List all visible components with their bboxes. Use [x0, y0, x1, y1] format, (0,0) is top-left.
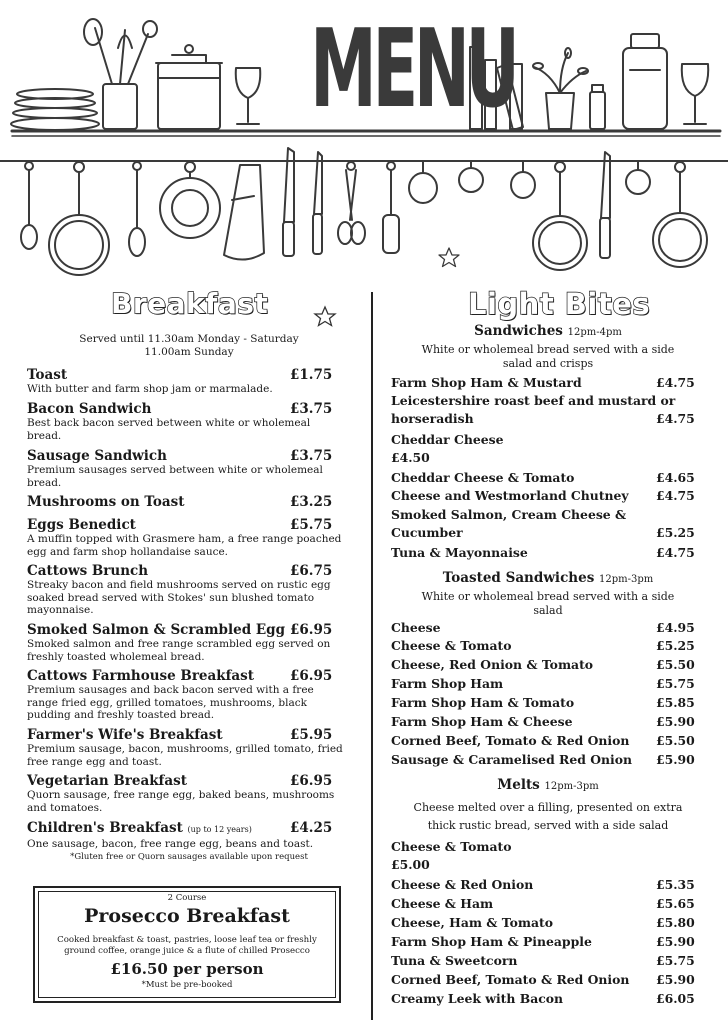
prosecco-note: *Must be pre-booked	[141, 980, 233, 990]
sandwiches-heading	[378, 323, 718, 339]
menu-item	[391, 915, 711, 931]
spatula-icon	[383, 162, 399, 253]
item-price: £4.50	[391, 450, 430, 465]
item-name: Leicestershire roast beef and mustard or	[391, 393, 676, 408]
menu-item	[391, 714, 711, 730]
frying-pan-icon	[533, 162, 587, 270]
sandwiches-title: Sandwiches	[474, 323, 563, 339]
menu-item	[391, 953, 711, 969]
item-name: Smoked Salmon, Cream Cheese &	[391, 507, 627, 522]
item-price: £5.90	[656, 714, 695, 729]
item-name: Sausage & Caramelised Red Onion	[391, 752, 632, 767]
item-age-note: (up to 12 years)	[187, 825, 252, 834]
item-price: £4.65	[656, 470, 695, 485]
item-name: Cheese, Ham & Tomato	[391, 915, 553, 930]
star-icon	[313, 303, 337, 327]
item-price: £1.75	[290, 367, 333, 383]
item-price: £5.50	[656, 733, 695, 748]
menu-item	[391, 393, 711, 427]
item-price: £5.75	[290, 517, 333, 533]
item-price: £5.80	[656, 915, 695, 930]
item-description: A muffin topped with Grasmere ham, a free range poached egg and farm shop hollandaise sauce.	[27, 533, 342, 558]
item-name-text: Children's Breakfast	[27, 820, 183, 836]
item-price: £4.75	[656, 411, 695, 426]
menu-item	[27, 622, 345, 663]
item-price: £5.00	[391, 857, 430, 872]
menu-item	[391, 839, 711, 873]
item-price: £6.75	[290, 563, 333, 579]
breakfast-footnote: *Gluten free or Quorn sausages available upon request	[70, 852, 308, 862]
menu-item	[27, 773, 345, 814]
menu-item	[391, 470, 711, 486]
prosecco-desc-line1: Cooked breakfast & toast, pastries, loose leaf tea or freshly	[57, 935, 317, 945]
utensil-jar-icon	[84, 19, 157, 129]
item-name: Cheese & Tomato	[391, 839, 512, 854]
item-description: Premium sausages and back bacon served with a free range fried egg, grilled tomatoes, mushrooms, black pudding and freshly toasted bread.	[27, 684, 314, 721]
item-name: Farm Shop Ham & Mustard	[391, 375, 582, 390]
item-price: £5.95	[290, 727, 333, 743]
spoon-icon	[129, 162, 145, 256]
menu-item	[391, 733, 711, 749]
prosecco-desc-line2: ground coffee, orange juice & a flute of chilled Prosecco	[64, 946, 310, 956]
menu-item	[391, 752, 711, 768]
plate-stack-icon	[11, 89, 99, 130]
item-price: £4.75	[656, 488, 695, 503]
breakfast-title: Breakfast	[111, 287, 269, 320]
item-name: Cheese & Ham	[391, 896, 494, 911]
toasted-title: Toasted Sandwiches	[442, 570, 595, 586]
plant-icon	[533, 48, 588, 129]
menu-item	[27, 448, 345, 489]
item-name: Farm Shop Ham	[391, 676, 504, 691]
menu-item	[391, 676, 711, 692]
item-name: Cheese, Red Onion & Tomato	[391, 657, 594, 672]
menu-item	[391, 972, 711, 988]
melts-title: Melts	[497, 777, 540, 793]
item-name: Tuna & Mayonnaise	[391, 545, 528, 560]
measuring-cup-icon	[626, 161, 650, 194]
menu-item	[27, 517, 345, 558]
prosecco-price: £16.50 per person	[110, 960, 264, 978]
frying-pan-icon	[653, 162, 707, 267]
item-price: £4.75	[656, 375, 695, 390]
item-name: Creamy Leek with Bacon	[391, 991, 564, 1006]
item-name-cont: Cucumber	[391, 525, 463, 540]
item-name: Corned Beef, Tomato & Red Onion	[391, 733, 630, 748]
menu-item	[391, 991, 711, 1007]
menu-item	[27, 367, 345, 396]
item-price: £3.25	[290, 494, 333, 510]
item-price: £5.90	[656, 752, 695, 767]
knife-icon	[600, 152, 610, 258]
item-price: £5.85	[656, 695, 695, 710]
item-name: Cheddar Cheese & Tomato	[391, 470, 575, 485]
breakfast-served-line1: Served until 11.30am Monday - Saturday	[79, 333, 299, 345]
knife-icon	[283, 148, 294, 256]
item-description: Premium sausage, bacon, mushrooms, grilled tomato, fried free range egg and toast.	[27, 743, 343, 768]
prosecco-title: Prosecco Breakfast	[84, 905, 290, 927]
item-price: £5.75	[656, 953, 695, 968]
item-name-cont: horseradish	[391, 411, 474, 426]
prosecco-box	[33, 886, 341, 1003]
item-price: £4.25	[290, 820, 333, 836]
item-name: Cheese	[391, 620, 441, 635]
melts-heading	[378, 777, 718, 793]
menu-item	[391, 657, 711, 673]
item-name: Farmer's Wife's Breakfast	[27, 727, 223, 743]
item-description: Quorn sausage, free range egg, baked beans, mushrooms and tomatoes.	[27, 789, 335, 814]
menu-item	[27, 563, 345, 617]
item-name: Farm Shop Ham & Tomato	[391, 695, 575, 710]
menu-item	[391, 877, 711, 893]
item-price: £5.65	[656, 896, 695, 911]
toasted-heading	[378, 570, 718, 586]
item-price: £5.35	[656, 877, 695, 892]
item-name: Corned Beef, Tomato & Red Onion	[391, 972, 630, 987]
item-name: Cattows Farmhouse Breakfast	[27, 668, 255, 684]
item-price: £5.25	[656, 525, 695, 540]
spice-jar-icon	[590, 85, 605, 129]
melts-desc-line1: Cheese melted over a filling, presented on extra	[413, 801, 683, 814]
menu-item	[391, 896, 711, 912]
menu-item	[391, 695, 711, 711]
round-board-icon	[160, 162, 220, 238]
breakfast-served-line2: 11.00am Sunday	[144, 346, 234, 358]
item-price: £3.75	[290, 448, 333, 464]
item-description: One sausage, bacon, free range egg, beans and toast.	[27, 838, 314, 850]
sandwiches-desc-line2: salad and crisps	[502, 357, 594, 370]
knife-icon	[313, 152, 322, 254]
menu-item	[391, 620, 711, 636]
menu-item	[391, 934, 711, 950]
item-price: £5.50	[656, 657, 695, 672]
item-name: Tuna & Sweetcorn	[391, 953, 518, 968]
item-price: £6.95	[290, 773, 333, 789]
scissors-icon	[338, 162, 365, 244]
item-price: £5.90	[656, 972, 695, 987]
item-price: £6.95	[290, 622, 333, 638]
item-name: Farm Shop Ham & Cheese	[391, 714, 573, 729]
ladle-icon	[21, 162, 37, 249]
menu-title: MENU	[310, 7, 516, 132]
item-description: Premium sausages served between white or wholemeal bread.	[27, 464, 323, 489]
prosecco-course: 2 Course	[167, 893, 207, 903]
menu-item	[27, 820, 345, 851]
wine-glass-icon	[682, 64, 708, 124]
menu-item	[391, 507, 711, 541]
column-divider	[371, 292, 373, 1020]
item-description: Smoked salmon and free range scrambled egg served on freshly toasted wholemeal bread.	[27, 638, 331, 663]
menu-item	[27, 668, 345, 722]
item-name: Vegetarian Breakfast	[27, 773, 187, 789]
menu-item	[391, 488, 711, 504]
item-name: Eggs Benedict	[27, 517, 136, 533]
measuring-cups-icon	[409, 161, 535, 203]
star-icon	[439, 248, 459, 267]
item-name: Farm Shop Ham & Pineapple	[391, 934, 592, 949]
wine-glass-icon	[236, 68, 261, 124]
item-price: £3.75	[290, 401, 333, 417]
item-price: £5.75	[656, 676, 695, 691]
item-name: Cattows Brunch	[27, 563, 149, 579]
item-name: Cheese & Tomato	[391, 638, 512, 653]
menu-item	[27, 727, 345, 768]
item-price: £4.75	[656, 545, 695, 560]
menu-item	[27, 401, 345, 442]
item-name: Sausage Sandwich	[27, 448, 167, 464]
item-name: Cheese and Westmorland Chutney	[391, 488, 629, 503]
item-price: £4.95	[656, 620, 695, 635]
towel-icon	[224, 165, 264, 260]
menu-item	[391, 375, 711, 391]
item-name: Smoked Salmon & Scrambled Egg	[27, 622, 286, 638]
sandwiches-time: 12pm-4pm	[567, 327, 622, 338]
item-name: Toast	[27, 367, 68, 383]
menu-item	[391, 545, 711, 561]
toasted-desc-line2: salad	[533, 604, 563, 617]
item-name: Mushrooms on Toast	[27, 494, 185, 510]
item-price: £5.25	[656, 638, 695, 653]
item-name: Cheddar Cheese	[391, 432, 504, 447]
menu-item	[391, 432, 711, 466]
toasted-desc-line1: White or wholemeal bread served with a side	[421, 590, 675, 603]
menu-item	[391, 638, 711, 654]
menu-item	[27, 494, 345, 510]
toasted-time: 12pm-3pm	[599, 574, 654, 585]
melts-time: 12pm-3pm	[544, 781, 599, 792]
item-price: £6.95	[290, 668, 333, 684]
light-bites-title: Light Bites	[468, 287, 651, 321]
item-price: £6.05	[656, 991, 695, 1006]
item-name: Bacon Sandwich	[27, 401, 152, 417]
item-description: Best back bacon served between white or wholemeal bread.	[27, 417, 311, 442]
sandwiches-desc-line1: White or wholemeal bread served with a side	[421, 343, 675, 356]
item-price: £5.90	[656, 934, 695, 949]
melts-desc-line2: thick rustic bread, served with a side salad	[427, 819, 669, 832]
item-description: Streaky bacon and field mushrooms served on rustic egg soaked bread served with Stokes' sun blushed tomato mayonnaise.	[27, 579, 331, 616]
jar-icon	[623, 34, 667, 129]
item-name: Cheese & Red Onion	[391, 877, 534, 892]
item-description: With butter and farm shop jam or marmalade.	[27, 383, 273, 395]
frying-pan-icon	[49, 162, 109, 275]
pot-icon	[156, 45, 222, 129]
